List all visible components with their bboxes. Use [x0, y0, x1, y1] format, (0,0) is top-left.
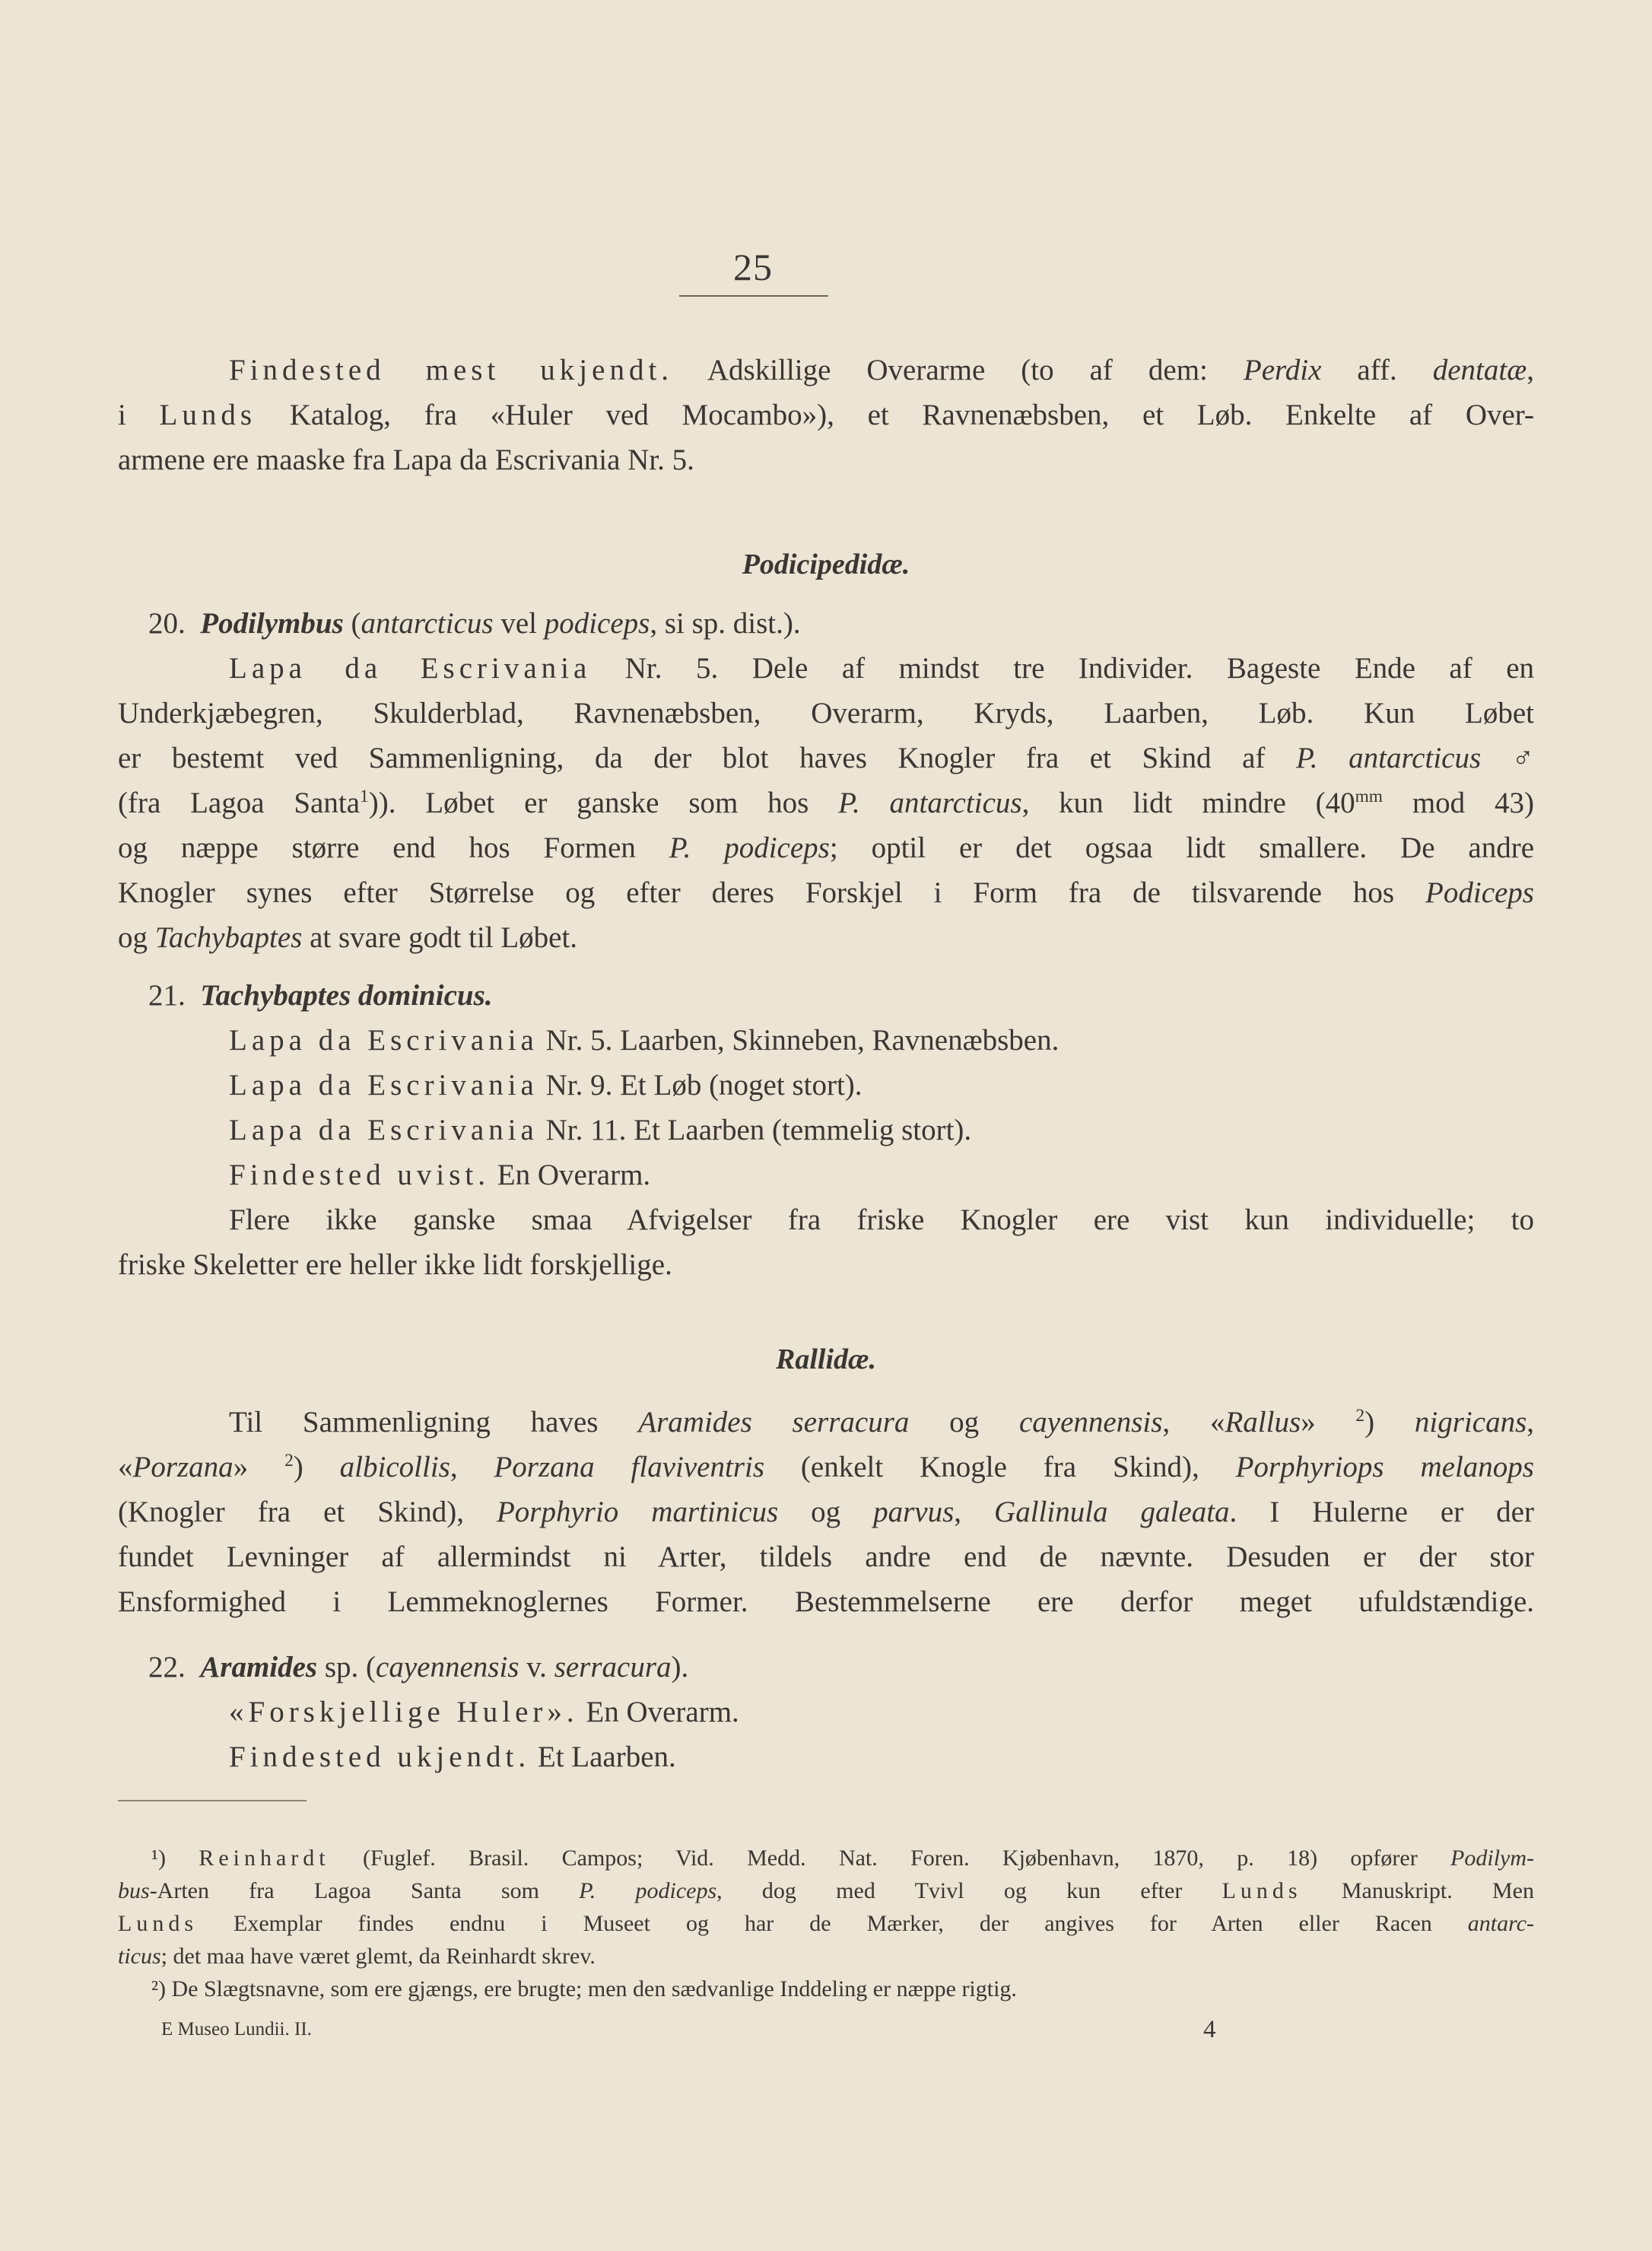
- entry-21-record-4: Findested uvist. En Overarm.: [229, 1159, 651, 1191]
- entry-20-title: 20. Podilymbus (antarcticus vel podiceps, si sp. dist.).: [148, 607, 801, 640]
- intro-line-3: armene ere maaske fra Lapa da Escrivania Nr. 5.: [118, 444, 694, 476]
- page-number: 25: [733, 246, 773, 288]
- entry-20-line-2: Underkjæbegren, Skulderblad, Ravnenæbsben, Overarm, Kryds, Laarben, Løb. Kun Løbet: [118, 697, 1534, 730]
- page-number-rule: [679, 295, 828, 297]
- entry-21-remark-line-1: Flere ikke ganske smaa Afvigelser fra friske Knogler ere vist kun individuelle; to: [229, 1203, 1534, 1236]
- entry-22-record-2: Findested ukjendt. Et Laarben.: [229, 1741, 676, 1773]
- footnote-1-line-1: ¹) Reinhardt (Fuglef. Brasil. Campos; Vid. Medd. Nat. Foren. Kjøbenhavn, 1870, p. 18) opfører Podilym-: [151, 1846, 1534, 1871]
- entry-20-line-6: Knogler synes efter Størrelse og efter deres Forskjel i Form fra de tilsvarende hos Podiceps: [118, 876, 1534, 909]
- entry-22: [118, 1645, 1534, 1779]
- footnote-1-line-3: Lunds Exemplar findes endnu i Museet og har de Mærker, der angives for Arten eller Racen antarc-: [118, 1911, 1534, 1936]
- signature-number: 4: [1203, 2016, 1216, 2043]
- entry-21-record-1: Lapa da Escrivania Nr. 5. Laarben, Skinneben, Ravnenæbsben.: [229, 1024, 1060, 1057]
- footnote-rule: [118, 1800, 307, 1801]
- entry-20-line-7: og Tachybaptes at svare godt til Løbet.: [118, 921, 578, 954]
- rallidae-intro-line-2: «Porzana» $^2$) albicollis, Porzana flaviventris (enkelt Knogle fra Skind), Porphyriops melanops: [118, 1451, 1534, 1483]
- footnote-1-line-4: ticus; det maa have været glemt, da Reinhardt skrev.: [118, 1944, 596, 1969]
- entry-22-title: 22. Aramides sp. (cayennensis v. serracura).: [148, 1651, 689, 1683]
- footnote-1-line-2: bus-Arten fra Lagoa Santa som P. podiceps, dog med Tvivl og kun efter Lunds Manuskript. Men: [118, 1878, 1534, 1903]
- rallidae-intro-line-3: (Knogler fra et Skind), Porphyrio martinicus og parvus, Gallinula galeata. I Hulerne er der: [118, 1496, 1534, 1528]
- section-heading-rallidae: Rallidæ.: [776, 1343, 876, 1375]
- rallidae-intro-paragraph: [118, 1400, 1534, 1624]
- intro-line-1: Findested mest ukjendt. Adskillige Overarme (to af dem: Perdix aff. dentatæ,: [229, 354, 1534, 386]
- entry-21-title: 21. Tachybaptes dominicus.: [148, 979, 493, 1012]
- entry-20-line-1: Lapa da Escrivania Nr. 5. Dele af mindst tre Individer. Bageste Ende af en: [229, 652, 1535, 685]
- entry-20-line-5: og næppe større end hos Formen P. podiceps; optil er det ogsaa lidt smallere. De andre: [118, 831, 1534, 864]
- entry-20-line-3: er bestemt ved Sammenligning, da der blot haves Knogler fra et Skind af P. antarcticus ♂: [118, 742, 1534, 774]
- footnote-2: ²) De Slægtsnavne, som ere gjængs, ere brugte; men den sædvanlige Inddeling er næppe rigtig.: [151, 1976, 1017, 2001]
- section-heading-podicipedidae: Podicipedidæ.: [742, 548, 910, 580]
- footnotes: [118, 1842, 1534, 2005]
- entry-21: [118, 973, 1534, 1287]
- intro-line-2: i Lunds Katalog, fra «Huler ved Mocambo»), et Ravnenæbsben, et Løb. Enkelte af Over-: [118, 399, 1535, 431]
- entry-20-line-4: (fra Lagoa Santa$^1$)). Løbet er ganske som hos P. antarcticus, kun lidt mindre ($40^{mm}$ mod 43): [118, 787, 1534, 819]
- intro-paragraph: [118, 348, 1534, 482]
- rallidae-intro-line-1: Til Sammenligning haves Aramides serracura og cayennensis, «Rallus» $^2$) nigricans,: [229, 1406, 1534, 1439]
- entry-21-record-3: Lapa da Escrivania Nr. 11. Et Laarben (temmelig stort).: [229, 1114, 972, 1146]
- signature-mark: E Museo Lundii. II.: [161, 2019, 312, 2040]
- rallidae-intro-line-5: Ensformighed i Lemmeknoglernes Former. Bestemmelserne ere derfor meget ufuldstændige.: [118, 1585, 1534, 1618]
- entry-22-record-1: «Forskjellige Huler». En Overarm.: [229, 1696, 739, 1728]
- entry-21-record-2: Lapa da Escrivania Nr. 9. Et Løb (noget stort).: [229, 1069, 863, 1102]
- rallidae-intro-line-4: fundet Levninger af allermindst ni Arter, tildels andre end de nævnte. Desuden er der stor: [118, 1540, 1534, 1573]
- entry-21-remark-line-2: friske Skeletter ere heller ikke lidt forskjellige.: [118, 1248, 672, 1281]
- entry-20: [118, 601, 1534, 960]
